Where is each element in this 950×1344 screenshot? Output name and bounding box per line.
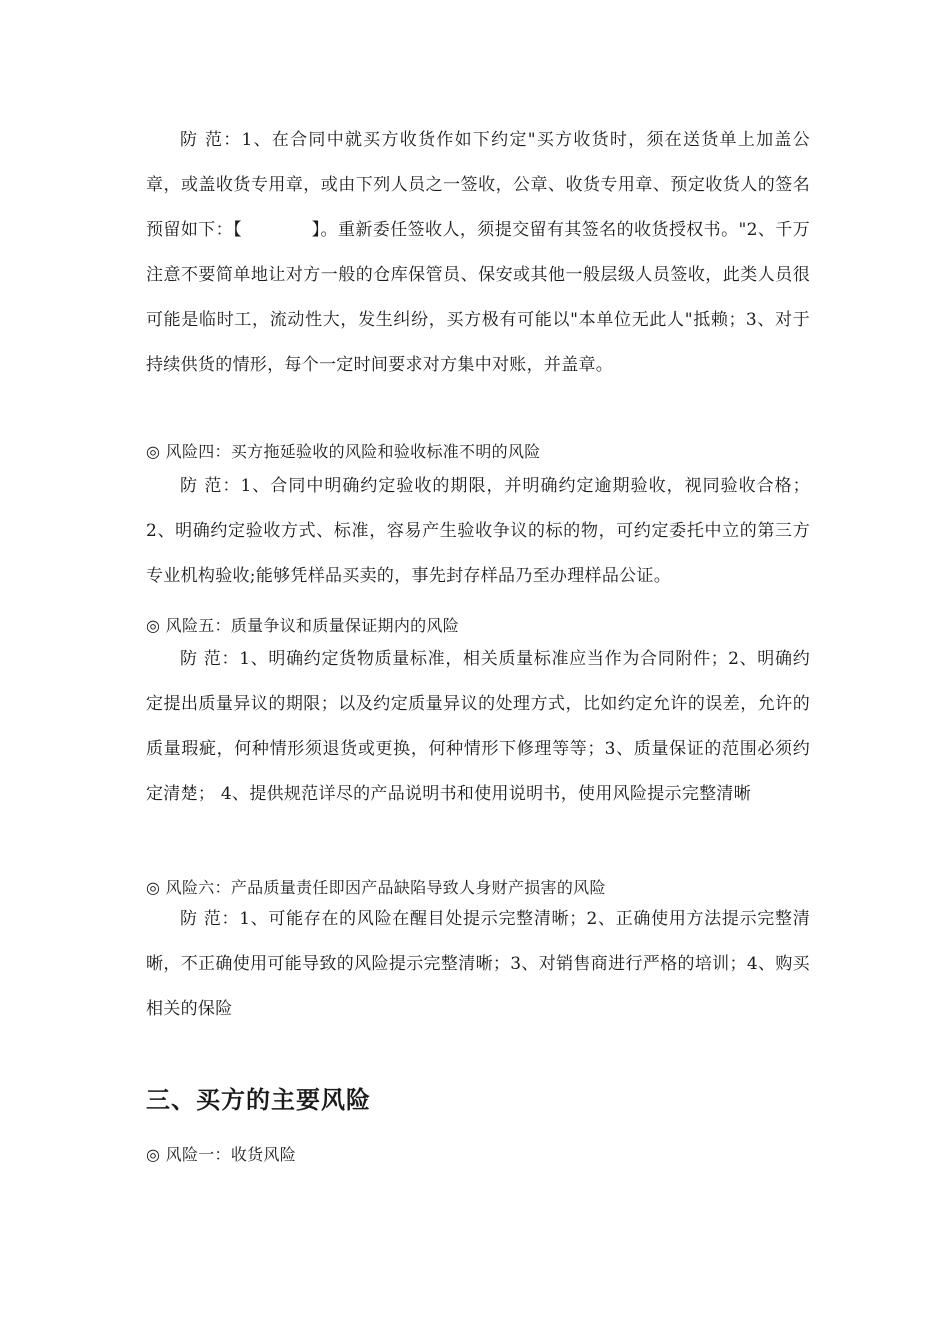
heading-risk-5: ◎ 风险五：质量争议和质量保证期内的风险: [146, 616, 460, 635]
paragraph-prevention-4: 防 范：1、合同中明确约定验收的期限，并明确约定逾期验收，视同验收合格；2、明确约定验收方式、标准，容易产生验收争议的标的物，可约定委托中立的第三方专业机构验收;能够凭样品买卖的，事先封存样品乃至办理样品公证。: [146, 476, 810, 586]
heading-buyer-risk-1: ◎ 风险一：收货风险: [146, 1145, 297, 1164]
paragraph-prevention-1: 防 范：1、在合同中就买方收货作如下约定"买方收货时，须在送货单上加盖公章，或盖收货专用章，或由下列人员之一签收，公章、收货专用章、预定收货人的签名预留如下：【 】。重新委任签收人，须提交留有其签名的收货授权书。"2、千万注意不要简单地让对方一般的仓库保管员、保安或其他一般层级人员签收，此类人员很可能是临时工，流动性大，发生纠纷，买方极有可能以"本单位无此人"抵赖；3、对于持续供货的情形，每个一定时间要求对方集中对账，并盖章。: [146, 130, 810, 375]
heading-risk-4: ◎ 风险四：买方拖延验收的风险和验收标准不明的风险: [146, 442, 541, 461]
heading-risk-6: ◎ 风险六：产品质量责任即因产品缺陷导致人身财产损害的风险: [146, 878, 606, 897]
paragraph-prevention-6: 防 范：1、可能存在的风险在醒目处提示完整清晰；2、正确使用方法提示完整清晰，不正确使用可能导致的风险提示完整清晰；3、对销售商进行严格的培训；4、购买相关的保险: [146, 909, 810, 1019]
section-title-buyer-risks: 三、买方的主要风险: [146, 1085, 371, 1114]
paragraph-prevention-5: 防 范：1、明确约定货物质量标准，相关质量标准应当作为合同附件；2、明确约定提出质量异议的期限；以及约定质量异议的处理方式，比如约定允许的误差，允许的质量瑕疵，何种情形须退货或更换，何种情形下修理等等；3、质量保证的范围必须约定清楚； 4、提供规范详尽的产品说明书和使用说明书，使用风险提示完整清晰: [146, 649, 810, 804]
